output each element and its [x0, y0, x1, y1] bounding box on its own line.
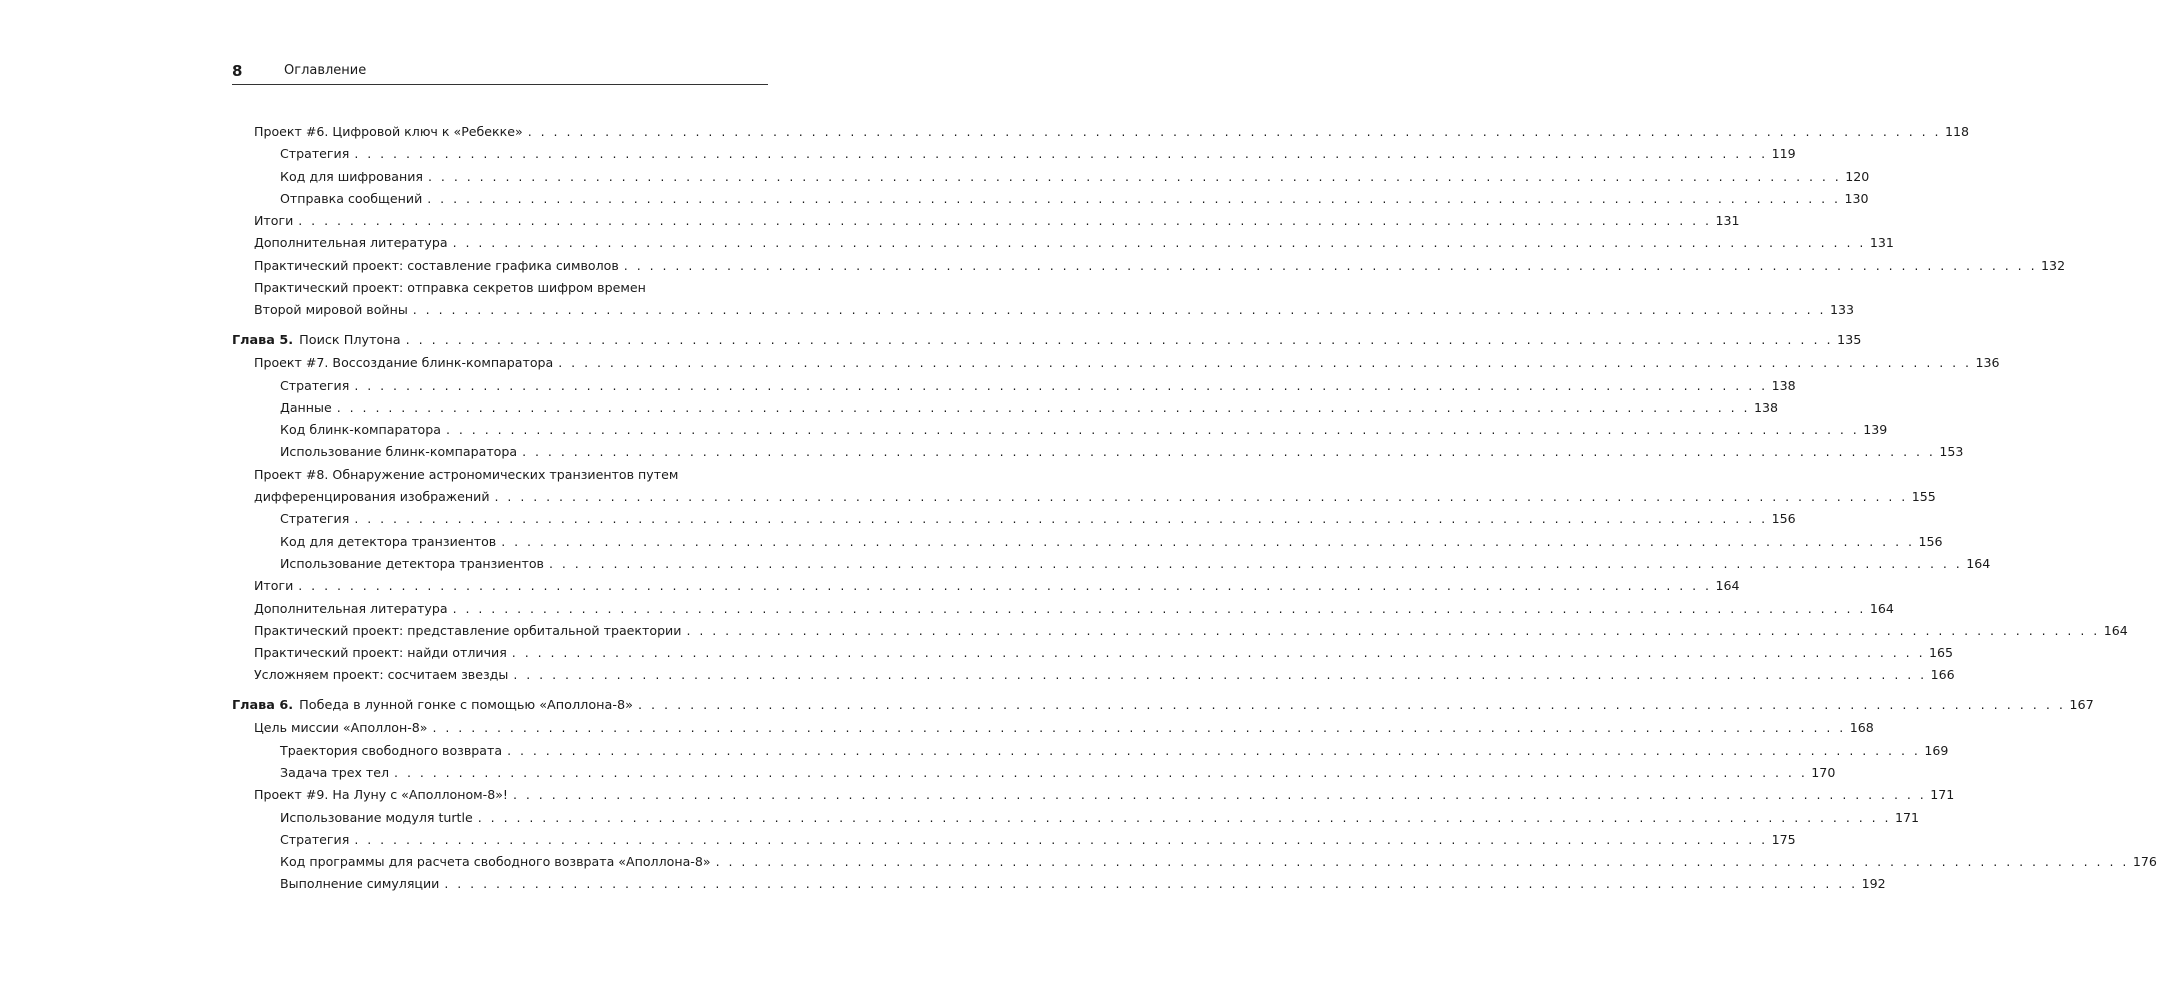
- toc-entry-row: [254, 575, 1740, 597]
- dot-leader: . . . . . . . . . . . . . . . . . . . . . . . . . . . . . . . . . . . . . . . . . . . . . . . . . . . . . . . . . . . . . . . . . . . . . . . . . . . . . . . . . . . . . . . . . . . . . . . . . . . . . . . . . . . . . .: [513, 667, 1927, 683]
- toc-entry-row: [280, 419, 1888, 441]
- toc-page-number: 131: [1715, 213, 1740, 229]
- chapter-spacer: [232, 322, 768, 330]
- toc-entry-title: Код блинк-компаратора: [280, 422, 441, 438]
- toc-entry-title: Стратегия: [280, 377, 350, 393]
- dot-leader: . . . . . . . . . . . . . . . . . . . . . . . . . . . . . . . . . . . . . . . . . . . . . . . . . . . . . . . . . . . . . . . . . . . . . . . . . . . . . . . . . . . . . . . . . . . . . . . . . . . . . . . . . . . . . .: [336, 399, 1750, 415]
- dot-leader: . . . . . . . . . . . . . . . . . . . . . . . . . . . . . . . . . . . . . . . . . . . . . . . . . . . . . . . . . . . . . . . . . . . . . . . . . . . . . . . . . . . . . . . . . . . . . . . . . . . . . . . . . . . . . .: [298, 578, 1712, 594]
- toc-entry-row: [280, 143, 1796, 165]
- toc-entry-row: [232, 695, 2094, 717]
- toc-entry-row: [254, 717, 1874, 739]
- toc-page-number: 138: [1753, 399, 1779, 415]
- toc-page-number: 130: [1844, 190, 1869, 206]
- toc-entry-title: Траектория свободного возврата: [280, 742, 503, 758]
- toc-entry-row: [254, 642, 1954, 664]
- toc-page-number: 170: [1811, 764, 1836, 780]
- toc-entry-title: Данные: [280, 399, 332, 415]
- toc-entry: [232, 873, 1886, 895]
- toc-entry: [232, 784, 1955, 806]
- toc-page-number: 118: [1944, 124, 1970, 139]
- toc-entry-title: Практический проект: составление графика символов: [254, 257, 619, 273]
- toc-entry-row: [254, 784, 1955, 806]
- toc-entry-title: Выполнение симуляции: [280, 876, 440, 892]
- toc-chapter-entry: [232, 330, 1862, 352]
- toc-page-number: 165: [1929, 645, 1954, 661]
- toc-entry-row: [254, 620, 2128, 642]
- toc-entry: [232, 352, 2000, 374]
- toc-page-number: 136: [1975, 355, 2000, 371]
- toc-page-number: 153: [1939, 444, 1964, 460]
- toc-entry-row: [254, 121, 1970, 143]
- toc-entry-row: [280, 375, 1796, 397]
- dot-leader: . . . . . . . . . . . . . . . . . . . . . . . . . . . . . . . . . . . . . . . . . . . . . . . . . . . . . . . . . . . . . . . . . . . . . . . . . . . . . . . . . . . . . . . . . . . . . . . . . . . . . . . . . . . . . .: [444, 876, 1858, 892]
- toc-entry: [232, 553, 1991, 575]
- toc-page-number: 156: [1918, 533, 1943, 549]
- toc-entry: [232, 375, 1796, 397]
- toc-entry-row: [254, 352, 2000, 374]
- toc-page-number: 192: [1861, 876, 1886, 892]
- toc-entry-row: [280, 851, 2157, 873]
- toc-page-number: 166: [1930, 667, 1955, 683]
- toc-entry: [232, 277, 1855, 322]
- toc-page-number: 155: [1911, 489, 1936, 505]
- dot-leader: . . . . . . . . . . . . . . . . . . . . . . . . . . . . . . . . . . . . . . . . . . . . . . . . . . . . . . . . . . . . . . . . . . . . . . . . . . . . . . . . . . . . . . . . . . . . . . . . . . . . . . . . . . . . . .: [428, 168, 1842, 184]
- dot-leader: . . . . . . . . . . . . . . . . . . . . . . . . . . . . . . . . . . . . . . . . . . . . . . . . . . . . . . . . . . . . . . . . . . . . . . . . . . . . . . . . . . . . . . . . . . . . . . . . . . . . . . . . . . . . . .: [354, 146, 1768, 162]
- toc-entry-row: [232, 330, 1862, 352]
- toc-entry-title: Проект #6. Цифровой ключ к «Ребекке»: [254, 124, 523, 139]
- toc-page-number: 171: [1930, 787, 1955, 803]
- toc-entry-row: [280, 740, 1949, 762]
- dot-leader: . . . . . . . . . . . . . . . . . . . . . . . . . . . . . . . . . . . . . . . . . . . . . . . . . . . . . . . . . . . . . . . . . . . . . . . . . . . . . . . . . . . . . . . . . . . . . . . . . . . . . . . . . . . . . .: [715, 854, 2129, 870]
- toc-entry: [232, 851, 2157, 873]
- toc-entry-title-continued: дифференцирования изображений: [254, 489, 490, 505]
- toc-entry: [232, 807, 1920, 829]
- toc-page-number: 156: [1771, 511, 1796, 527]
- toc-entry-title: Стратегия: [280, 511, 350, 527]
- toc-chapter-entry: [232, 695, 2094, 717]
- dot-leader: . . . . . . . . . . . . . . . . . . . . . . . . . . . . . . . . . . . . . . . . . . . . . . . . . . . . . . . . . . . . . . . . . . . . . . . . . . . . . . . . . . . . . . . . . . . . . . . . . . . . . . . . . . . . . .: [686, 622, 2100, 638]
- dot-leader: . . . . . . . . . . . . . . . . . . . . . . . . . . . . . . . . . . . . . . . . . . . . . . . . . . . . . . . . . . . . . . . . . . . . . . . . . . . . . . . . . . . . . . . . . . . . . . . . . . . . . . . . . . . . . .: [548, 555, 1963, 571]
- toc-entry-title: Дополнительная литература: [254, 235, 448, 251]
- toc-entry: [232, 620, 2128, 642]
- toc-page-number: 139: [1863, 422, 1888, 438]
- toc-entry-title: Проект #7. Воссоздание блинк-компаратора: [254, 355, 554, 371]
- toc-page-number: 171: [1895, 809, 1920, 825]
- dot-leader: . . . . . . . . . . . . . . . . . . . . . . . . . . . . . . . . . . . . . . . . . . . . . . . . . . . . . . . . . . . . . . . . . . . . . . . . . . . . . . . . . . . . . . . . . . . . . . . . . . . . . . . . . . . . . .: [558, 355, 1972, 371]
- dot-leader: . . . . . . . . . . . . . . . . . . . . . . . . . . . . . . . . . . . . . . . . . . . . . . . . . . . . . . . . . . . . . . . . . . . . . . . . . . . . . . . . . . . . . . . . . . . . . . . . . . . . . . . . . . . . . .: [354, 511, 1768, 527]
- dot-leader: . . . . . . . . . . . . . . . . . . . . . . . . . . . . . . . . . . . . . . . . . . . . . . . . . . . . . . . . . . . . . . . . . . . . . . . . . . . . . . . . . . . . . . . . . . . . . . . . . . . . . . . . . . . . . .: [394, 764, 1808, 780]
- dot-leader: . . . . . . . . . . . . . . . . . . . . . . . . . . . . . . . . . . . . . . . . . . . . . . . . . . . . . . . . . . . . . . . . . . . . . . . . . . . . . . . . . . . . . . . . . . . . . . . . . . . . . . . . . . . . . .: [637, 698, 2066, 714]
- toc-entry-title: Использование модуля turtle: [280, 809, 473, 825]
- toc-page-number: 164: [1715, 578, 1740, 594]
- dot-leader: . . . . . . . . . . . . . . . . . . . . . . . . . . . . . . . . . . . . . . . . . . . . . . . . . . . . . . . . . . . . . . . . . . . . . . . . . . . . . . . . . . . . . . . . . . . . . . . . . . . . . . . . . . . . . .: [405, 332, 1833, 348]
- toc-entry-title: Код для детектора транзиентов: [280, 533, 497, 549]
- dot-leader: . . . . . . . . . . . . . . . . . . . . . . . . . . . . . . . . . . . . . . . . . . . . . . . . . . . . . . . . . . . . . . . . . . . . . . . . . . . . . . . . . . . . . . . . . . . . . . . . . . . . . . . . . . . . . .: [412, 302, 1827, 318]
- toc-entry-title: Стратегия: [280, 831, 350, 847]
- chapter-spacer: [232, 687, 768, 695]
- toc-entry-row: [280, 829, 1796, 851]
- chapter-number: Глава 5.: [232, 332, 294, 348]
- dot-leader: . . . . . . . . . . . . . . . . . . . . . . . . . . . . . . . . . . . . . . . . . . . . . . . . . . . . . . . . . . . . . . . . . . . . . . . . . . . . . . . . . . . . . . . . . . . . . . . . . . . . . . . . . . . . . .: [445, 422, 1860, 438]
- toc-entry-row: [254, 210, 1740, 232]
- dot-leader: . . . . . . . . . . . . . . . . . . . . . . . . . . . . . . . . . . . . . . . . . . . . . . . . . . . . . . . . . . . . . . . . . . . . . . . . . . . . . . . . . . . . . . . . . . . . . . . . . . . . . . . . . . . . . .: [354, 377, 1768, 393]
- toc-page-number: 138: [1771, 377, 1796, 393]
- toc-entry-title: Практический проект: представление орбитальной траектории: [254, 622, 682, 638]
- toc-entry-title: Дополнительная литература: [254, 600, 448, 616]
- toc-entry: [232, 143, 1796, 165]
- toc-entry: [232, 210, 1740, 232]
- dot-leader: . . . . . . . . . . . . . . . . . . . . . . . . . . . . . . . . . . . . . . . . . . . . . . . . . . . . . . . . . . . . . . . . . . . . . . . . . . . . . . . . . . . . . . . . . . . . . . . . . . . . . . . . . . . . . .: [623, 257, 2038, 273]
- toc-entry-title: Код программы для расчета свободного возврата «Аполлона-8»: [280, 854, 711, 870]
- toc-entry-row: [280, 762, 1836, 784]
- toc-page-number: 164: [1869, 600, 1894, 616]
- dot-leader: . . . . . . . . . . . . . . . . . . . . . . . . . . . . . . . . . . . . . . . . . . . . . . . . . . . . . . . . . . . . . . . . . . . . . . . . . . . . . . . . . . . . . . . . . . . . . . . . . . . . . . . . . . . . . .: [452, 235, 1866, 251]
- toc-entry-title: Код для шифрования: [280, 168, 424, 184]
- toc-entry-row: [280, 188, 1869, 210]
- toc-page-number: 133: [1830, 302, 1855, 318]
- toc-entry: [232, 464, 1936, 509]
- toc-entry-title: Отправка сообщений: [280, 190, 423, 206]
- toc-entry-title-continued: Второй мировой войны: [254, 302, 408, 318]
- table-of-contents: [232, 121, 2157, 896]
- toc-entry-row: [254, 486, 1936, 508]
- toc-entry-title: Задача трех тел: [280, 764, 390, 780]
- toc-entry-row: [280, 553, 1991, 575]
- page-number: 8: [232, 62, 243, 80]
- toc-entry-title: Практический проект: отправка секретов шифром времен: [254, 280, 646, 296]
- toc-entry-row: [280, 807, 1920, 829]
- toc-entry-row: [280, 531, 1943, 553]
- dot-leader: . . . . . . . . . . . . . . . . . . . . . . . . . . . . . . . . . . . . . . . . . . . . . . . . . . . . . . . . . . . . . . . . . . . . . . . . . . . . . . . . . . . . . . . . . . . . . . . . . . . . . . . . . . . . . .: [512, 787, 1927, 803]
- toc-entry-row: [254, 664, 1955, 686]
- toc-entry-row: [254, 255, 2066, 277]
- section-title: Оглавление: [284, 63, 367, 78]
- toc-entry: [232, 642, 1954, 664]
- toc-entry: [232, 575, 1740, 597]
- toc-entry-title: Использование блинк-компаратора: [280, 444, 518, 460]
- toc-page-number: 120: [1845, 168, 1870, 184]
- toc-page-number: 164: [1966, 555, 1991, 571]
- toc-entry: [232, 508, 1796, 530]
- toc-page-number: 119: [1771, 146, 1796, 162]
- toc-entry-row: [254, 232, 1894, 254]
- toc-page-number: 169: [1924, 742, 1949, 758]
- dot-leader: . . . . . . . . . . . . . . . . . . . . . . . . . . . . . . . . . . . . . . . . . . . . . . . . . . . . . . . . . . . . . . . . . . . . . . . . . . . . . . . . . . . . . . . . . . . . . . . . . . . . . . . . . . . . . .: [522, 444, 1936, 460]
- toc-entry-title: Глава 6. Победа в лунной гонке с помощью «Аполлона-8»: [232, 698, 633, 714]
- dot-leader: . . . . . . . . . . . . . . . . . . . . . . . . . . . . . . . . . . . . . . . . . . . . . . . . . . . . . . . . . . . . . . . . . . . . . . . . . . . . . . . . . . . . . . . . . . . . . . . . . . . . . . . . . . . . . .: [501, 533, 1915, 549]
- toc-entry: [232, 232, 1894, 254]
- toc-page-number: 131: [1869, 235, 1894, 251]
- running-header: [232, 60, 768, 85]
- toc-page-number: 176: [2132, 854, 2157, 870]
- dot-leader: . . . . . . . . . . . . . . . . . . . . . . . . . . . . . . . . . . . . . . . . . . . . . . . . . . . . . . . . . . . . . . . . . . . . . . . . . . . . . . . . . . . . . . . . . . . . . . . . . . . . . . . . . . . . . .: [354, 831, 1768, 847]
- toc-entry-title: Стратегия: [280, 146, 350, 162]
- toc-entry: [232, 419, 1888, 441]
- toc-entry: [232, 397, 1779, 419]
- toc-entry-title: Итоги: [254, 578, 294, 594]
- toc-entry: [232, 762, 1836, 784]
- chapter-number: Глава 6.: [232, 698, 294, 714]
- toc-entry-title: Проект #8. Обнаружение астрономических транзиентов путем: [254, 466, 679, 482]
- toc-entry: [232, 255, 2066, 277]
- toc-entry: [232, 441, 1964, 463]
- dot-leader: . . . . . . . . . . . . . . . . . . . . . . . . . . . . . . . . . . . . . . . . . . . . . . . . . . . . . . . . . . . . . . . . . . . . . . . . . . . . . . . . . . . . . . . . . . . . . . . . . . . . . . . . . . . . . .: [452, 600, 1866, 616]
- dot-leader: . . . . . . . . . . . . . . . . . . . . . . . . . . . . . . . . . . . . . . . . . . . . . . . . . . . . . . . . . . . . . . . . . . . . . . . . . . . . . . . . . . . . . . . . . . . . . . . . . . . . . . . . . . . . . .: [298, 213, 1712, 229]
- dot-leader: . . . . . . . . . . . . . . . . . . . . . . . . . . . . . . . . . . . . . . . . . . . . . . . . . . . . . . . . . . . . . . . . . . . . . . . . . . . . . . . . . . . . . . . . . . . . . . . . . . . . . . . . . . . . . .: [427, 190, 1841, 206]
- toc-entry-row: [280, 873, 1886, 895]
- toc-page-number: 175: [1771, 831, 1796, 847]
- toc-entry: [232, 717, 1874, 739]
- toc-entry: [232, 664, 1955, 686]
- toc-page-number: 132: [2041, 257, 2066, 273]
- toc-entry-row: [280, 397, 1779, 419]
- toc-page-number: 164: [2103, 622, 2128, 638]
- dot-leader: . . . . . . . . . . . . . . . . . . . . . . . . . . . . . . . . . . . . . . . . . . . . . . . . . . . . . . . . . . . . . . . . . . . . . . . . . . . . . . . . . . . . . . . . . . . . . . . . . . . . . . . . . . . . . .: [527, 124, 1941, 139]
- toc-entry: [232, 740, 1949, 762]
- dot-leader: . . . . . . . . . . . . . . . . . . . . . . . . . . . . . . . . . . . . . . . . . . . . . . . . . . . . . . . . . . . . . . . . . . . . . . . . . . . . . . . . . . . . . . . . . . . . . . . . . . . . . . . . . . . . . .: [477, 809, 1891, 825]
- toc-entry-title: Использование детектора транзиентов: [280, 555, 544, 571]
- toc-entry-title: Цель миссии «Аполлон-8»: [254, 720, 428, 736]
- toc-entry-row: [254, 598, 1894, 620]
- toc-page-number: 168: [1849, 720, 1874, 736]
- toc-entry-title: Проект #9. На Луну с «Аполлоном-8»!: [254, 787, 508, 803]
- dot-leader: . . . . . . . . . . . . . . . . . . . . . . . . . . . . . . . . . . . . . . . . . . . . . . . . . . . . . . . . . . . . . . . . . . . . . . . . . . . . . . . . . . . . . . . . . . . . . . . . . . . . . . . . . . . . . .: [507, 742, 1921, 758]
- toc-page-number: 167: [2069, 698, 2094, 714]
- dot-leader: . . . . . . . . . . . . . . . . . . . . . . . . . . . . . . . . . . . . . . . . . . . . . . . . . . . . . . . . . . . . . . . . . . . . . . . . . . . . . . . . . . . . . . . . . . . . . . . . . . . . . . . . . . . . . .: [511, 645, 1926, 661]
- toc-entry-title: Усложняем проект: сосчитаем звезды: [254, 667, 509, 683]
- dot-leader: . . . . . . . . . . . . . . . . . . . . . . . . . . . . . . . . . . . . . . . . . . . . . . . . . . . . . . . . . . . . . . . . . . . . . . . . . . . . . . . . . . . . . . . . . . . . . . . . . . . . . . . . . . . . . .: [432, 720, 1846, 736]
- toc-entry-title: Практический проект: найди отличия: [254, 645, 507, 661]
- toc-entry: [232, 598, 1894, 620]
- toc-entry: [232, 829, 1796, 851]
- toc-page-number: 135: [1837, 332, 1862, 348]
- toc-entry-title: Глава 5. Поиск Плутона: [232, 332, 401, 348]
- toc-entry-row: [280, 508, 1796, 530]
- dot-leader: . . . . . . . . . . . . . . . . . . . . . . . . . . . . . . . . . . . . . . . . . . . . . . . . . . . . . . . . . . . . . . . . . . . . . . . . . . . . . . . . . . . . . . . . . . . . . . . . . . . . . . . . . . . . . .: [494, 489, 1908, 505]
- toc-entry-row: [254, 299, 1855, 321]
- toc-entry-title: Итоги: [254, 213, 294, 229]
- toc-entry: [232, 188, 1869, 210]
- toc-entry: [232, 531, 1943, 553]
- toc-entry-row: [280, 441, 1964, 463]
- toc-entry: [232, 121, 1970, 143]
- toc-entry: [232, 166, 1870, 188]
- toc-entry-row: [280, 166, 1870, 188]
